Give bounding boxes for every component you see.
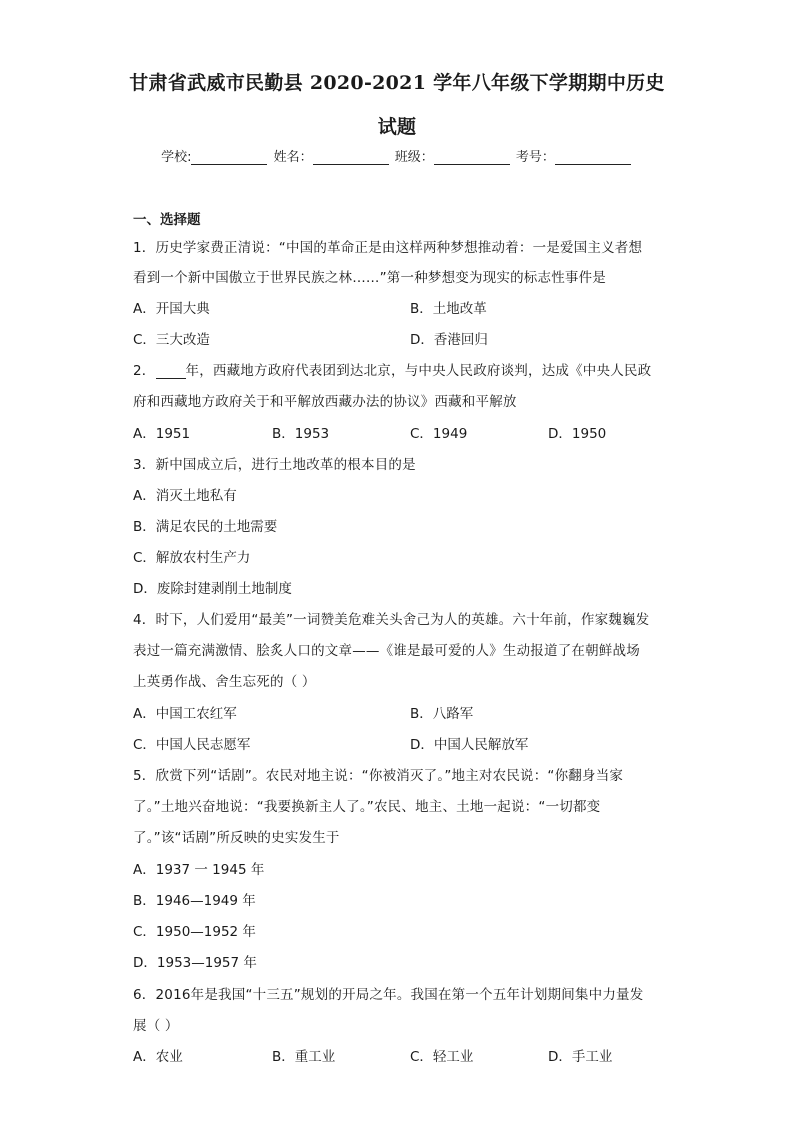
q2-number: 2． [133,363,156,379]
student-info-line [0,146,794,165]
q5-stem-line2: 了。”土地兴奋地说：“我要换新主人了。”农民、地主、土地一起说：“一切都变 [133,799,601,815]
name-blank [313,150,389,165]
q6-option-a[interactable]: A．农业 [133,1049,183,1065]
class-label: 班级： [394,150,434,165]
q2-option-d[interactable]: D．1950 [548,426,607,442]
exam-no-label: 考号： [515,150,555,165]
q4-stem-line1: 4．时下，人们爱用“最美”一词赞美危难关头舍己为人的英雄。六十年前，作家魏巍发 [133,612,650,628]
exam-no-blank [555,150,631,165]
q5-option-b[interactable]: B．1946—1949 年 [133,893,256,909]
q4-stem-line3: 上英勇作战、舍生忘死的（ ） [133,674,316,690]
q4-option-a[interactable]: A．中国工农红军 [133,706,237,722]
q3-option-b[interactable]: B．满足农民的土地需要 [133,519,278,535]
q2-option-a[interactable]: A．1951 [133,426,191,442]
exam-title-line1: 甘肃省武威市民勤县 2020-2021 学年八年级下学期期中历史 [129,72,665,94]
q3-option-d[interactable]: D．废除封建剥削土地制度 [133,581,292,597]
q2-year-blank [156,364,186,379]
q6-stem-line2: 展（ ） [133,1018,179,1034]
q1-stem-line2: 看到一个新中国傲立于世界民族之林……”第一种梦想变为现实的标志性事件是 [133,270,606,286]
school-label: 学校: [161,150,192,165]
class-blank [434,150,510,165]
q4-stem-line2: 表过一篇充满激情、脍炙人口的文章——《谁是最可爱的人》生动报道了在朝鲜战场 [133,643,640,659]
name-label: 姓名： [273,150,313,165]
q5-stem-line3: 了。”该“话剧”所反映的史实发生于 [133,830,340,846]
q5-stem-line1: 5．欣赏下列“话剧”。农民对地主说：“你被消灭了。”地主对农民说：“你翻身当家 [133,768,624,784]
q3-stem-line1: 3．新中国成立后，进行土地改革的根本目的是 [133,457,416,473]
q5-option-d[interactable]: D．1953—1957 年 [133,955,257,971]
q2-option-c[interactable]: C．1949 [410,426,468,442]
q3-option-c[interactable]: C．解放农村生产力 [133,550,251,566]
q5-option-a[interactable]: A．1937 一 1945 年 [133,862,265,878]
q3-option-a[interactable]: A．消灭土地私有 [133,488,237,504]
q6-stem-line1: 6．2016年是我国“十三五”规划的开局之年。我国在第一个五年计划期间集中力量发 [133,987,644,1003]
q1-option-d[interactable]: D．香港回归 [410,332,488,348]
section-title: 一、选择题 [133,212,201,228]
q6-option-c[interactable]: C．轻工业 [410,1049,474,1065]
q1-stem-line1: 1．历史学家费正清说：“中国的革命正是由这样两种梦想推动着：一是爱国主义者想 [133,240,643,256]
q2-option-b[interactable]: B．1953 [272,426,330,442]
q1-option-b[interactable]: B．土地改革 [410,301,487,317]
q2-stem-text: 年，西藏地方政府代表团到达北京，与中央人民政府谈判，达成《中央人民政 [185,363,652,379]
q4-option-c[interactable]: C．中国人民志愿军 [133,737,251,753]
q2-stem-line1 [133,359,651,379]
q4-option-b[interactable]: B．八路军 [410,706,474,722]
exam-title-line2: 试题 [377,116,417,138]
q6-option-d[interactable]: D．手工业 [548,1049,613,1065]
q6-option-b[interactable]: B．重工业 [272,1049,336,1065]
q5-option-c[interactable]: C．1950—1952 年 [133,924,256,940]
q1-option-c[interactable]: C．三大改造 [133,332,210,348]
school-blank [191,150,267,165]
q1-option-a[interactable]: A．开国大典 [133,301,210,317]
q4-option-d[interactable]: D．中国人民解放军 [410,737,529,753]
q2-stem-line2: 府和西藏地方政府关于和平解放西藏办法的协议》西藏和平解放 [133,394,517,410]
